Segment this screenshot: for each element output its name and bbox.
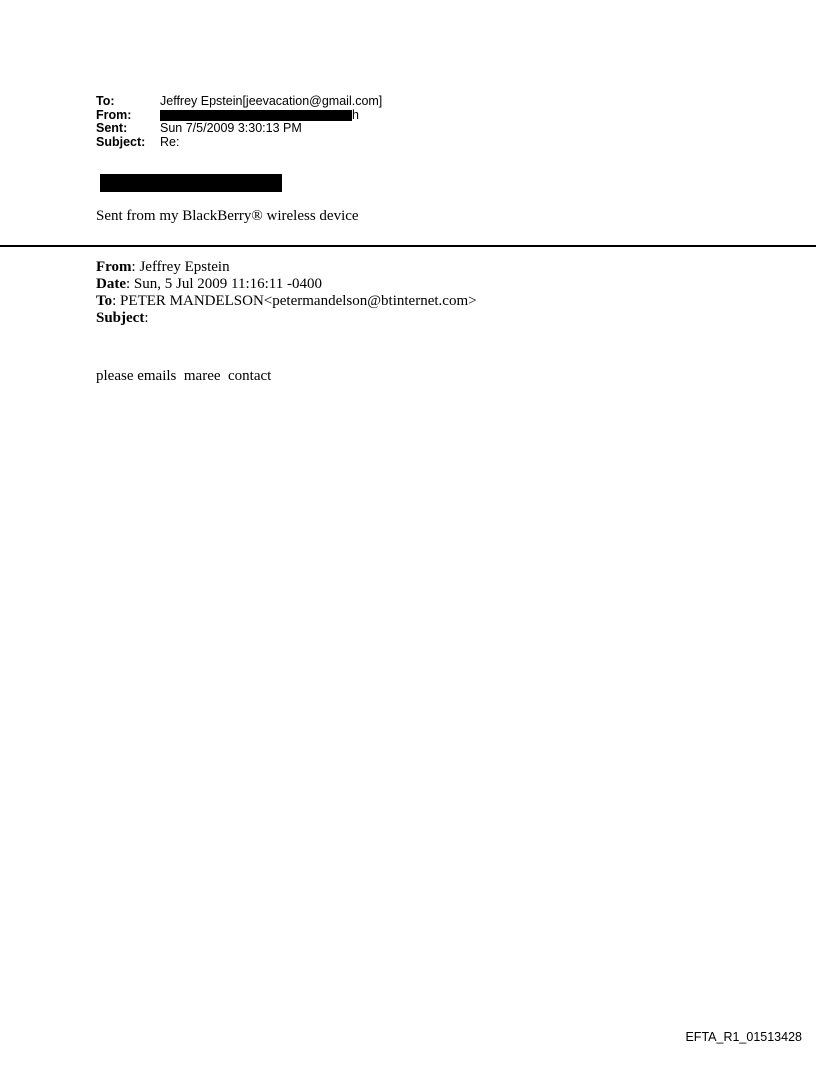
- quoted-message-header: [96, 259, 477, 327]
- to-value: Jeffrey Epstein[jeevacation@gmail.com]: [160, 94, 383, 108]
- quoted-from-row: [96, 259, 477, 276]
- quoted-subject-value: :: [144, 310, 149, 326]
- from-redaction-block: [160, 110, 352, 121]
- quoted-date-label: Date: [96, 276, 126, 292]
- sent-label: Sent:: [96, 121, 128, 135]
- from-trailing-char: h: [352, 107, 359, 122]
- quoted-date-value: : Sun, 5 Jul 2009 11:16:11 -0400: [126, 276, 322, 292]
- quoted-date-row: [96, 276, 477, 293]
- to-label: To:: [96, 94, 115, 108]
- reply-body-redaction: [96, 173, 282, 192]
- quoted-from-value: : Jeffrey Epstein: [131, 259, 230, 275]
- subject-label: Subject:: [96, 134, 146, 149]
- header-from-row: [96, 109, 382, 123]
- document-id: EFTA_R1_01513428: [685, 1030, 802, 1044]
- header-sent-row: [96, 122, 382, 136]
- quoted-to-label: To: [96, 293, 113, 309]
- quoted-from-label: From: [96, 259, 132, 275]
- header-subject-row: [96, 136, 382, 150]
- email-header: [96, 95, 382, 149]
- reply-signature: Sent from my BlackBerry® wireless device: [96, 208, 359, 224]
- from-label: From:: [96, 107, 132, 122]
- quoted-message-body: please emails maree contact: [96, 368, 272, 384]
- from-value: [160, 109, 359, 123]
- message-divider: [0, 245, 816, 247]
- quoted-subject-label: Subject: [96, 310, 145, 326]
- body-redaction-block: [100, 174, 282, 192]
- header-to-row: [96, 95, 382, 109]
- quoted-to-row: [96, 293, 477, 310]
- quoted-subject-row: [96, 310, 477, 327]
- subject-value: Re:: [160, 134, 180, 149]
- quoted-to-value: : PETER MANDELSON<petermandelson@btinternet.com>: [112, 293, 477, 309]
- sent-value: Sun 7/5/2009 3:30:13 PM: [160, 121, 302, 135]
